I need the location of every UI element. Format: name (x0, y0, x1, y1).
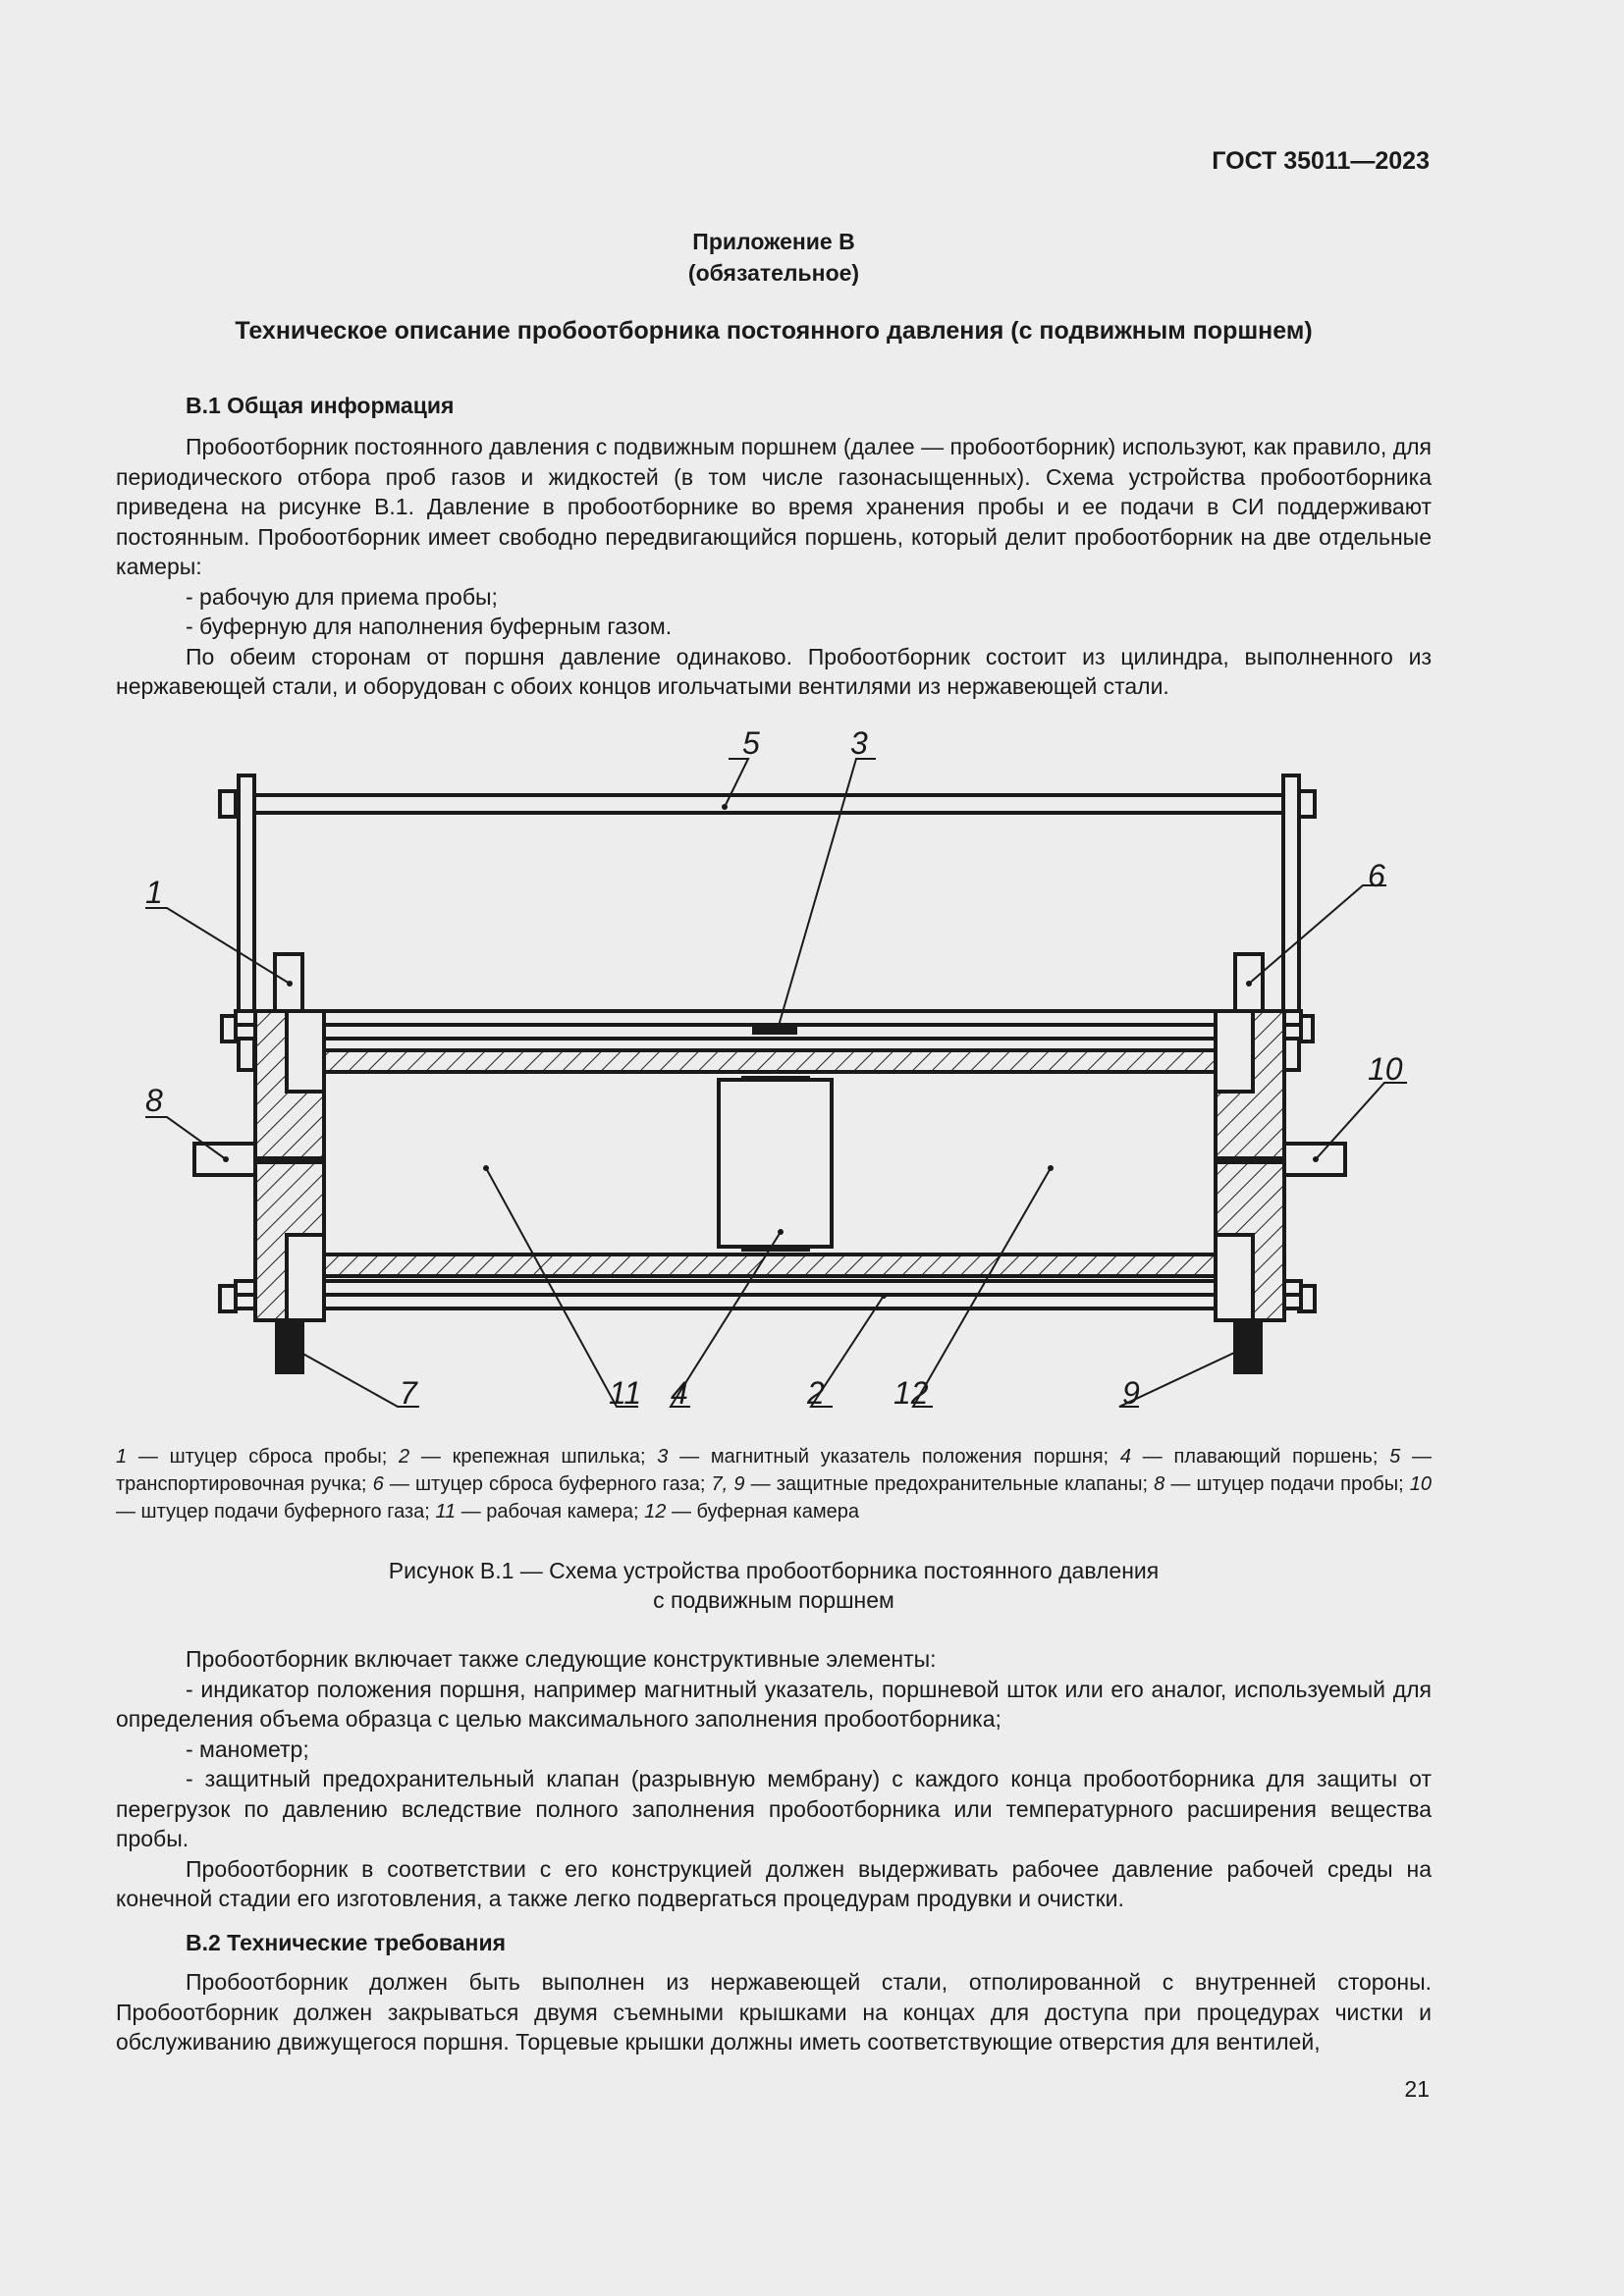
section-b2-text (116, 1967, 1432, 2057)
label-5: 5 (742, 725, 760, 761)
list-item: - манометр; (186, 1735, 309, 1762)
label-10: 10 (1368, 1051, 1403, 1087)
label-1: 1 (145, 875, 163, 910)
paragraph: Пробоотборник включает также следующие конструктивные элементы: (186, 1646, 937, 1672)
label-9: 9 (1122, 1375, 1140, 1411)
sampler-diagram (116, 717, 1432, 1423)
paragraph: Пробоотборник в соответствии с его конструкцией должен выдерживать рабочее давление рабочей среды на конечной стадии его изготовления, а также легко подвергаться процедурам продувки и очистки. (116, 1855, 1432, 1911)
list-item: - рабочую для приема пробы; (186, 583, 498, 610)
document-title: Техническое описание пробоотборника постоянного давления (с подвижным поршнем) (235, 317, 1313, 345)
label-3: 3 (850, 725, 868, 761)
document-id: ГОСТ 35011—2023 (1212, 147, 1430, 175)
label-2: 2 (807, 1375, 825, 1411)
section-heading-b1: В.1 Общая информация (186, 393, 455, 418)
appendix-heading (116, 226, 1432, 289)
section-b1-continued (116, 1644, 1432, 1914)
label-11: 11 (609, 1375, 642, 1411)
appendix-title: Приложение В (692, 229, 855, 254)
paragraph: По обеим сторонам от поршня давление одинаково. Пробоотборник состоит из цилиндра, выполненного из нержавеющей стали, и оборудован с обоих концов игольчатыми вентилями из нержавеющей стали. (116, 643, 1432, 699)
label-12: 12 (893, 1375, 929, 1411)
figure-legend: 1 — штуцер сброса пробы; 2 — крепежная шпилька; 3 — магнитный указатель положения поршня; 4 — плавающий поршень; 5 — транспортировочная ручка; 6 — штуцер сброса буферного газа; 7, 9 — защитные предохранительные клапаны; 8 — штуцер подачи пробы; 10 — штуцер подачи буферного газа; 11 — рабочая камера; 12 — буферная камера (116, 1446, 1433, 1522)
label-6: 6 (1368, 858, 1385, 893)
section-heading-b2: В.2 Технические требования (186, 1930, 506, 1955)
list-item: - буферную для наполнения буферным газом. (186, 614, 673, 639)
handle-rod (236, 795, 1296, 813)
label-4: 4 (671, 1375, 688, 1411)
label-7: 7 (400, 1375, 417, 1411)
label-8: 8 (145, 1083, 163, 1118)
paragraph: Пробоотборник должен быть выполнен из нержавеющей стали, отполированной с внутренней стороны. Пробоотборник должен закрываться двумя съемными крышками на концах для доступа при процедурах чистки и обслуживанию движущегося поршня. Торцевые крышки должны иметь соответствующие отверстия для вентилей, (116, 1969, 1432, 2055)
page-number: 21 (1404, 2076, 1430, 2102)
list-item: - защитный предохранительный клапан (разрывную мембрану) с каждого конца пробоотборника для защиты от перегрузок по давлению вследствие полного заполнения пробоотборника или температурного расширения вещества пробы. (116, 1766, 1432, 1851)
list-item: - индикатор положения поршня, например магнитный указатель, поршневой шток или его аналог, используемый для определения объема образца с целью максимального заполнения пробоотборника; (116, 1676, 1432, 1732)
appendix-status: (обязательное) (687, 260, 860, 286)
section-b1-text (116, 432, 1432, 702)
paragraph: Пробоотборник постоянного давления с подвижным поршнем (далее — пробоотборник) используют, как правило, для периодического отбора проб газов и жидкостей (в том числе газонасыщенных). Схема устройства пробоотборника приведена на рисунке В.1. Давление в пробоотборнике во время хранения пробы и ее подачи в СИ поддерживают постоянным. Пробоотборник имеет свободно передвигающийся поршень, который делит пробоотборник на две отдельные камеры: (116, 434, 1432, 579)
figure-caption: Рисунок В.1 — Схема устройства пробоотборника постоянного давления с подвижным поршнем (388, 1558, 1160, 1613)
